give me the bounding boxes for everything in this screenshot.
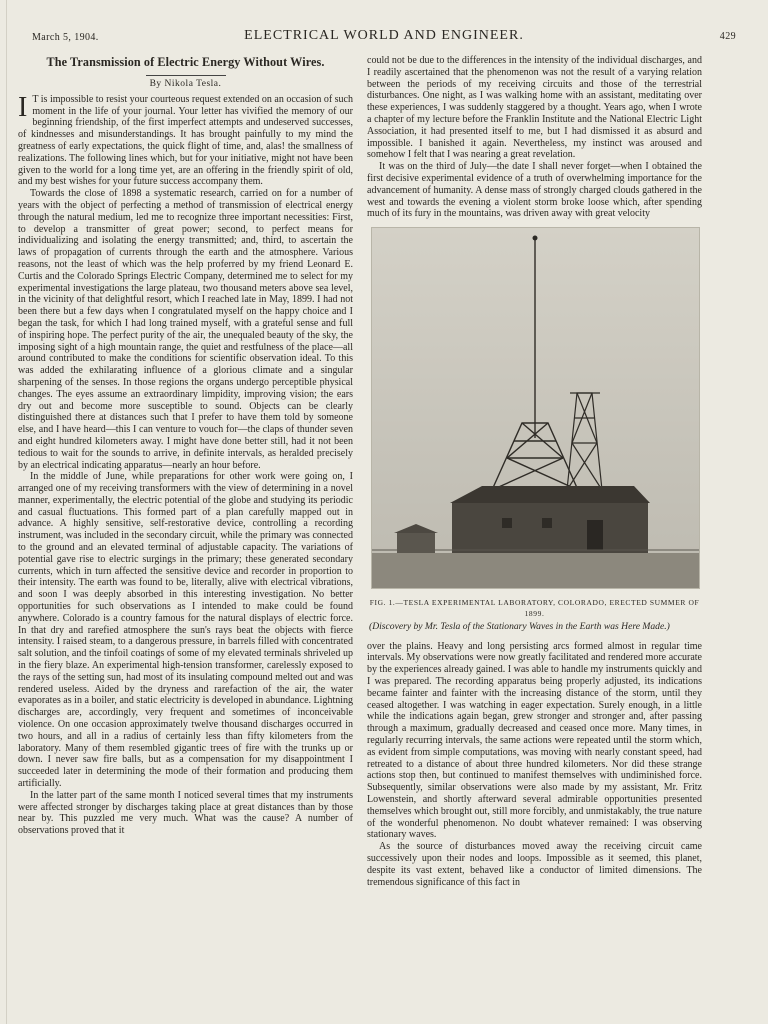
paragraph [18,91,353,188]
article-byline: By Nikola Tesla. [149,79,222,89]
header-page-number: 429 [719,31,736,42]
figure-note: (Discovery by Mr. Tesla of the Stationary Waves in the Earth was Here Made.) [369,621,670,633]
mast-ball-terminal [533,236,538,241]
laboratory-illustration [372,228,699,588]
figure-laboratory-photo [371,227,700,589]
article-title: The Transmission of Electric Energy Without Wires. [46,55,325,69]
header-date: March 5, 1904. [32,32,99,43]
door [587,520,603,550]
right-column [367,55,702,888]
window [502,518,512,528]
figure-caption: FIG. 1.—TESLA EXPERIMENTAL LABORATORY, COLORADO, ERECTED SUMMER OF 1899. [369,598,700,619]
paragraph: It was on the third of July—the date I shall never forget—when I obtained the first decisive experimental evidence of a truth of overwhelming importance for the advancement of humanity. A dense mass of strongly charged clouds gathered in the west and towards the evening a violent storm broke loose which, after spending much of its fury in the mountains, was driven away with great velocity [367,161,702,220]
paragraph: In the latter part of the same month I noticed several times that my instruments were affected stronger by discharges taking place at great distances than by those near by. This puzzled me very much. What was the cause? A number of observations proved that it [18,789,353,837]
text-after-figure [367,641,702,889]
left-column [18,55,353,837]
paragraph: As the source of disturbances moved away the receiving circuit came successively upon their nodes and loops. Impossible as it seemed, this planet, despite its vast extent, behaved like a conductor of limited dimensions. The tremendous significance of this fact in [367,841,702,888]
page-edge [6,0,7,1024]
paragraph: Towards the close of 1898 a systematic research, carried on for a number of years with the object of perfecting a method of transmission of electrical energy through the natural medium, led me to recognize three important necessities: First, to develop a transmitter of great power; second, to perfect means for individualizing and isolating the energy transmitted; and, third, to ascertain the laws of propagation of currents through the earth and the atmosphere. Various reasons, not the least of which was the help proferred by my friend Leonard E. Curtis and the Colorado Springs Electric Company, determined me to select for my experimental investigations the large plateau, two thousand meters above sea level, in the vicinity of that delightful resort, which I reached late in May, 1899. I had not been there but a few days when I congratulated myself on the happy choice and I began the task, for which I had long trained myself, with a grateful sense and full of inspiring hope. The perfect purity of the air, the unequaled beauty of the sky, the imposing sight of a high mountain range, the quiet and restfulness of the place—all around contributed to make the conditions for scientific observation ideal. To this was added the exhilarating influence of a glorious climate and a singular sharpening of the senses. In those regions the organs undergo perceptible physical changes. The eyes assume an extraordinary limpidity, improving vision; the ears dry out and become more susceptible to sound. Objects can be clearly distinguished there at distances such that I prefer to have them told by someone else, and I have heard—this I can venture to vouch for—the claps of thunder seven and eight hundred kilometers away. I might have done better still, had it not been tedious to wait for the sounds to arrive, in definite intervals, as heralded precisely by an electrical indicating apparatus—nearly an hour before. [18,188,353,471]
header-journal-title: ELECTRICAL WORLD AND ENGINEER. [244,28,524,43]
paragraph: In the middle of June, while preparations for other work were going on, I arranged one of my receiving transformers with the view of determining in a novel manner, experimentally, the electric potential of the globe and studying its periodic and casual fluctuations. This formed part of a plan carefully mapped out in advance. A highly sensitive, self-restorative device, controlling a recording instrument, was included in the secondary circuit, while the primary was connected to the ground and an elevated terminal of adjustable capacity. The variations of potential gave rise to electric surgings in the primary; these generated secondary currents, which in turn affected the sensitive device and recorder in proportion to their intensity. The earth was found to be, literally, alive with electrical vibrations, and soon I was deeply absorbed in this interesting investigation. No better opportunities for such observations as I intended to make could be found anywhere. Colorado is a country famous for the natural displays of electric force. In that dry and rarefied atmosphere the sun's rays beat the objects with fierce intensity. I raised steam, to a dangerous pressure, in barrels filled with concentrated salt solution, and the tinfoil coatings of some of my elevated terminals shriveled up in the fiery blaze. An experimental high-tension transformer, carelessly exposed to the rays of the setting sun, had most of its insulating compound melted out and was rendered useless. Aided by the dryness and rarefaction of the air, the water evaporates as in a boiler, and static electricity is developed in abundance. Lightning discharges are, accordingly, very frequent and sometimes of inconceivable violence. On one occasion approximately twelve thousand discharges occurred in two hours, and all in a radius of certainly less than fifty kilometers from the laboratory. Many of them resembled gigantic trees of fire with the trunks up or down. I never saw fire balls, but as a compensation for my disappointment I succeeded later in determining the mode of their formation and producing them artificially. [18,471,353,790]
window [542,518,552,528]
paragraph-text: T is impossible to resist your courteous request extended on an occasion of such moment in the life of your journal. Your letter has vivified the memory of our beginning friendship, of the first imperfect attempts and undeserved successes, of kindnesses and misunderstandings. It has brought painfully to my mind the greatness of early expectations, the quick flight of time, and, alas! the smallness of realizations. The following lines which, but for your initiative, might not have been given to the world for a long time yet, are an offering in the friendly spirit of old, and my best wishes for your future success accompany them. [18,93,353,188]
paragraph: over the plains. Heavy and long persisting arcs formed almost in regular time intervals. My observations were now greatly facilitated and rendered more accurate by the experiences already gained. I was able to handle my instruments quickly and I was prepared. The recording apparatus being properly adjusted, its indications became fainter and fainter with the increasing distance of the storm, until they ceased altogether. I was watching in eager expectation. Surely enough, in a little while the indications again began, grew stronger and stronger and, after passing through a maximum, gradually decreased and ceased once more. Many times, in regularly recurring intervals, the same actions were repeated until the storm which, as evident from simple computations, was moving with nearly constant speed, had retreated to a distance of about three hundred kilometers. Nor did these strange actions stop then, but continued to manifest themselves with undiminished force. Subsequently, similar observations were also made by my assistant, Mr. Fritz Lowenstein, and shortly afterward several admirable opportunities presented themselves which brought out, still more forcibly, and unmistakably, the true nature of the wonderful phenomenon. No doubt whatever remained: I was observing stationary waves. [367,640,702,841]
title-rule [146,75,226,76]
drop-cap: I [18,91,28,123]
ground [372,553,699,588]
running-header [32,28,736,44]
roof [450,486,650,503]
paragraph: could not be due to the differences in the intensity of the individual discharges, and I readily ascertained that the phenomenon was not the result of a varying relation between the periods of my receiving circuits and those of the terrestrial disturbances. One night, as I was walking home with an assistant, meditating over these experiences, I was suddenly staggered by a thought. Years ago, when I wrote a chapter of my lecture before the Franklin Institute and the National Electric Light Association, it had presented itself to me, but I had dismissed it as absurd and impossible. I banished it again. Nevertheless, my instinct was aroused and somehow I felt that I was nearing a great revelation. [367,55,702,161]
